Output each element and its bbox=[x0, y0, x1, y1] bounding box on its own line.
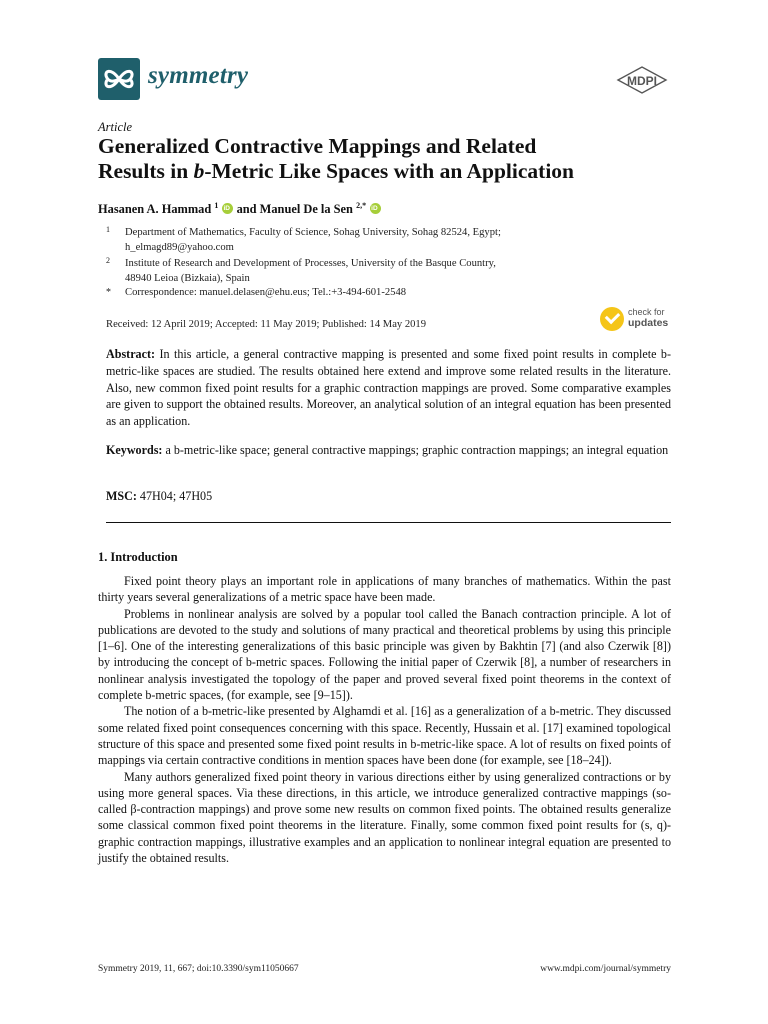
paper-title bbox=[98, 134, 678, 184]
abstract-label: Abstract: bbox=[106, 347, 156, 361]
mdpi-logo bbox=[615, 64, 669, 98]
paragraph: The notion of a b-metric-like presented by Alghamdi et al. [16] as a generalization of a b-metric. They discussed some related fixed point consequences concerning with this space. Recently, Hussain et al. [17] examined topological structure of this space and presented some fixed point results in b-metric-like space. A lot of results on fixed points of mappings via certain contractive conditions in mention spaces have been done (for example, see [18–24]). bbox=[98, 704, 671, 768]
orcid-icon[interactable] bbox=[222, 203, 233, 214]
title-line-2: Results in b-Metric Like Spaces with an Application bbox=[98, 159, 575, 183]
citation-footer: Symmetry 2019, 11, 667; doi:10.3390/sym11050667 bbox=[98, 964, 299, 974]
check-updates-icon bbox=[600, 307, 624, 331]
title-line-1: Generalized Contractive Mappings and Related bbox=[98, 134, 537, 158]
paragraph: Problems in nonlinear analysis are solved by a popular tool called the Banach contraction principle. A lot of publications are devoted to the study and solutions of many practical and theoretical problems by using this principle [1–6]. One of the interesting generalizations of this basic principle was given by Bakhtin [7] (and also Czerwik [8]) by introducing the concept of b-metric spaces. Following the initial paper of Czerwik [8], a number of researchers in nonlinear analysis investigated the topology of the paper and proved several fixed point theorems in the context of complete b-metric spaces, (for example, see [9–15]). bbox=[98, 606, 671, 703]
section-heading: 1. Introduction bbox=[98, 550, 178, 564]
journal-url[interactable]: www.mdpi.com/journal/symmetry bbox=[540, 964, 671, 974]
symmetry-logo-icon bbox=[98, 58, 140, 100]
author-name[interactable]: Manuel De la Sen bbox=[259, 202, 353, 216]
author-list: Hasanen A. Hammad $^1$ iD and Manuel De la Sen $^{2,*}$ iD bbox=[98, 201, 381, 217]
section-divider bbox=[106, 522, 671, 523]
msc-codes: MSC: 47H04; 47H05 bbox=[106, 489, 213, 503]
publication-dates: Received: 12 April 2019; Accepted: 11 May 2019; Published: 14 May 2019 bbox=[106, 319, 427, 330]
mdpi-logo-text: MDPI bbox=[627, 74, 657, 88]
author-name[interactable]: Hasanen A. Hammad bbox=[98, 202, 212, 216]
abstract bbox=[106, 346, 671, 430]
journal-header bbox=[98, 58, 671, 104]
keywords bbox=[106, 442, 671, 459]
journal-name: symmetry bbox=[148, 62, 249, 89]
check-for-updates-button[interactable]: check for updates bbox=[600, 305, 672, 335]
keywords-text: a b-metric-like space; general contractive mappings; graphic contraction mappings; an integral equation bbox=[162, 443, 669, 457]
keywords-label: Keywords: bbox=[106, 443, 163, 457]
abstract-text: In this article, a general contractive mapping is presented and some fixed point results in complete b-metric-like spaces are studied. The results obtained here extend and improve some related results in the literature. Also, new common fixed point results for a graphic contraction mappings are proved. Some comparative examples are given to support the obtained results. Moreover, an analytical solution of an integral equation has been presented as an application. bbox=[106, 347, 671, 429]
paragraph: Many authors generalized fixed point theory in various directions either by using generalized contractions or by using more general spaces. Via these directions, in this article, we introduce generalized contractive mappings (so-called β-contraction mappings) and prove some new results on common fixed points. The obtained results generalize some classical common fixed point theorems in the literature. Finally, some common fixed point results for (s, q)-graphic contraction mappings, illustrative examples and an application to nonlinear integral equation are presented to justify the obtained results. bbox=[98, 769, 671, 866]
article-type-label: Article bbox=[98, 120, 133, 134]
introduction-body bbox=[98, 573, 671, 866]
orcid-icon[interactable] bbox=[370, 203, 381, 214]
paragraph: Fixed point theory plays an important role in applications of many branches of mathematics. Within the past thirty years several generalizations of a metric space have been made. bbox=[98, 574, 671, 605]
